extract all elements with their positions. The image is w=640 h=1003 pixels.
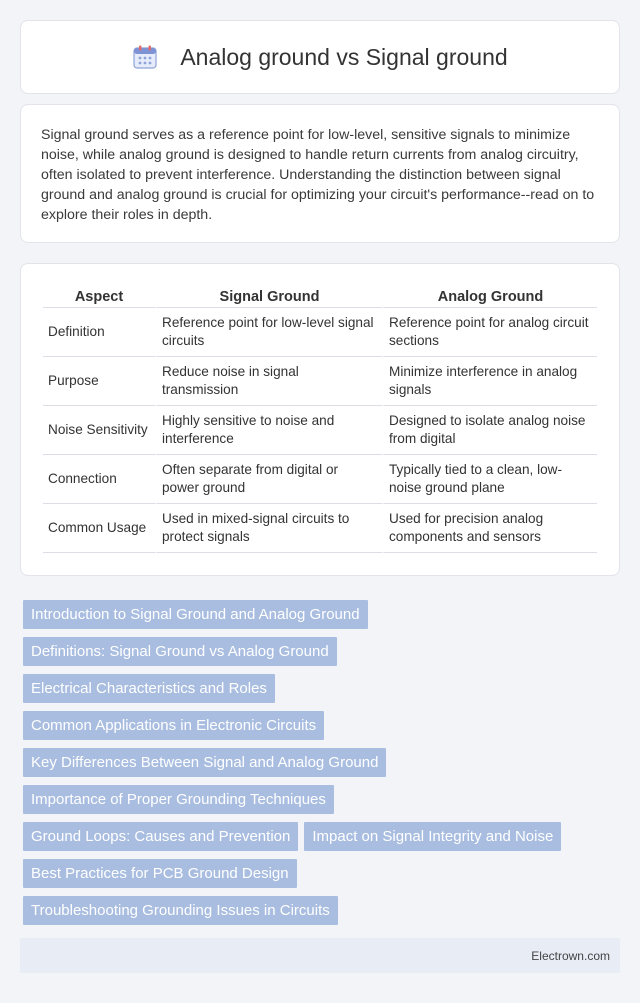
cell-analog: Reference point for analog circuit sections [382,308,597,357]
topic-link[interactable]: Best Practices for PCB Ground Design [23,859,297,888]
cell-aspect: Connection [43,455,155,504]
header-analog-ground: Analog Ground [382,284,597,308]
topic-link[interactable]: Ground Loops: Causes and Prevention [23,822,298,851]
cell-analog: Minimize interference in analog signals [382,357,597,406]
topic-link[interactable]: Impact on Signal Integrity and Noise [304,822,561,851]
header-aspect: Aspect [43,284,155,308]
intro-text: Signal ground serves as a reference point for low-level, sensitive signals to minimize noise, while analog ground is designed to handle return currents from analog circuitry, often isolated to prevent interference. Understanding the distinction between signal ground and analog ground is crucial for optimizing your circuit's performance--read on to explore their roles in depth. [41,127,595,223]
cell-signal: Used in mixed-signal circuits to protect signals [155,504,382,553]
cell-aspect: Purpose [43,357,155,406]
cell-aspect: Noise Sensitivity [43,406,155,455]
cell-signal: Highly sensitive to noise and interference [155,406,382,455]
header-signal-ground: Signal Ground [155,284,382,308]
footer [20,938,620,973]
topic-link[interactable]: Troubleshooting Grounding Issues in Circuits [23,896,338,925]
cell-analog: Designed to isolate analog noise from digital [382,406,597,455]
topic-link[interactable]: Electrical Characteristics and Roles [23,674,275,703]
cell-analog: Used for precision analog components and sensors [382,504,597,553]
cell-signal: Reference point for low-level signal circuits [155,308,382,357]
cell-signal: Reduce noise in signal transmission [155,357,382,406]
table-row [43,406,597,455]
table-header-row [43,284,597,308]
topic-link[interactable]: Importance of Proper Grounding Techniques [23,785,334,814]
intro-card [20,104,620,243]
cell-signal: Often separate from digital or power ground [155,455,382,504]
table-row [43,308,597,357]
topic-link[interactable]: Definitions: Signal Ground vs Analog Ground [23,637,337,666]
cell-aspect: Common Usage [43,504,155,553]
cell-aspect: Definition [43,308,155,357]
table-row [43,504,597,553]
table-row [43,357,597,406]
footer-site-name[interactable]: Electrown.com [531,948,610,963]
topic-link[interactable]: Introduction to Signal Ground and Analog Ground [23,600,368,629]
topic-links [23,600,623,933]
calendar-icon [132,44,158,70]
topic-link[interactable]: Key Differences Between Signal and Analog Ground [23,748,386,777]
comparison-card [20,263,620,576]
comparison-table [43,284,597,553]
page-title: Analog ground vs Signal ground [180,43,508,70]
cell-analog: Typically tied to a clean, low-noise ground plane [382,455,597,504]
table-row [43,455,597,504]
topic-link[interactable]: Common Applications in Electronic Circuits [23,711,324,740]
header-card [20,20,620,94]
